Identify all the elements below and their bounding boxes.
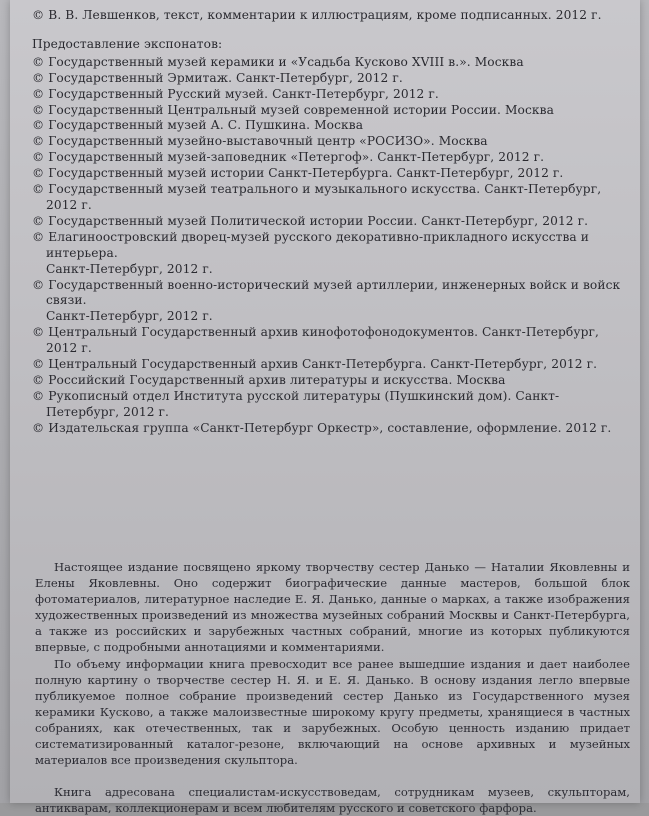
list-item [32, 166, 622, 182]
exhibit-text-continued: Санкт-Петербург, 2012 г. [46, 309, 213, 324]
list-item [32, 230, 622, 278]
exhibit-text: © Государственный военно-исторический музей артиллерии, инженерных войск и войск связи. [32, 277, 621, 308]
list-item [32, 389, 622, 421]
list-item [32, 87, 622, 103]
exhibit-text: © Государственный музей истории Санкт-Петербурга. Санкт-Петербург, 2012 г. [32, 166, 564, 181]
exhibit-text: © Государственный Центральный музей современной истории России. Москва [32, 102, 554, 117]
exhibit-text: © Государственный музей керамики и «Усадьба Кусково XVIII в.». Москва [32, 54, 524, 69]
book-annotation [35, 559, 630, 816]
paper-sheet [10, 0, 640, 816]
exhibit-text: © Государственный музейно-выставочный центр «РОСИЗО». Москва [32, 134, 488, 149]
list-item [32, 357, 622, 373]
exhibit-text: © Государственный Русский музей. Санкт-Петербург, 2012 г. [32, 86, 439, 101]
exhibit-text: © Государственный музей-заповедник «Петергоф». Санкт-Петербург, 2012 г. [32, 150, 545, 165]
exhibit-text: © Издательская группа «Санкт-Петербург Оркестр», составление, оформление. 2012 г. [32, 420, 612, 435]
copyright-block [32, 8, 622, 437]
exhibit-text: © Государственный музей Политической истории России. Санкт-Петербург, 2012 г. [32, 213, 589, 228]
exhibit-text: © Елагиноостровский дворец-музей русского декоративно-прикладного искусства и интерьера. [32, 229, 589, 260]
exhibit-text-continued: Санкт-Петербург, 2012 г. [46, 261, 213, 276]
exhibit-list [32, 55, 622, 437]
author-copyright: © В. В. Левшенков, текст, комментарии к иллюстрациям, кроме подписанных. 2012 г. [32, 8, 602, 22]
list-item [32, 55, 622, 71]
annotation-paragraph: Настоящее издание посвящено яркому творчеству сестер Данько — Наталии Яковлевны и Елены Яковлевны. Оно содержит биографические данные мастеров, большой блок фотоматериалов, литературное наследие Е. Я. Данько, данные о марках, а также изображения художественных произведений из множества музейных собраний Москвы и Санкт-Петербурга, а также из российских и зарубежных частных собраний, многие из которых публикуются впервые, с подробными аннотациями и комментариями. [35, 560, 630, 655]
exhibits-heading: Предоставление экспонатов: [32, 36, 223, 51]
list-item [32, 373, 622, 389]
list-item [32, 71, 622, 87]
exhibit-text: © Рукописный отдел Института русской литературы (Пушкинский дом). Санкт-Петербург, 2012 г. [32, 388, 560, 419]
list-item [32, 103, 622, 119]
list-item [32, 421, 622, 437]
annotation-paragraph: Книга адресована специалистам-искусствоведам, сотрудникам музеев, скульпторам, антикварам, коллекционерам и всем любителям русского и советского фарфора. [35, 785, 630, 816]
list-item [32, 214, 622, 230]
exhibit-text: © Центральный Государственный архив Санкт-Петербурга. Санкт-Петербург, 2012 г. [32, 357, 598, 372]
list-item [32, 134, 622, 150]
list-item [32, 118, 622, 134]
list-item [32, 325, 622, 357]
exhibit-text: © Государственный Эрмитаж. Санкт-Петербург, 2012 г. [32, 70, 403, 85]
exhibit-text: © Центральный Государственный архив кинофотофонодокументов. Санкт-Петербург, 2012 г. [32, 325, 599, 356]
exhibit-text: © Государственный музей театрального и музыкального искусства. Санкт-Петербург, 2012 г. [32, 182, 602, 212]
list-item [32, 150, 622, 166]
exhibit-text: © Российский Государственный архив литературы и искусства. Москва [32, 372, 506, 387]
list-item [32, 182, 622, 214]
list-item [32, 278, 622, 326]
exhibit-text: © Государственный музей А. С. Пушкина. Москва [32, 118, 364, 133]
annotation-paragraph: По объему информации книга превосходит все ранее вышедшие издания и дает наиболее полную картину о творчестве сестер Н. Я. и Е. Я. Данько. В основу издания легло впервые публикуемое полное собрание произведений сестер Данько из Государственного музея керамики Кусково, а также малоизвестные широкому кругу предметы, хранящиеся в частных собраниях, как отечественных, так и зарубежных. Особую ценность изданию придает систематизированный каталог-резоне, включающий на основе архивных и музейных материалов все произведения скульптора. [35, 656, 630, 768]
